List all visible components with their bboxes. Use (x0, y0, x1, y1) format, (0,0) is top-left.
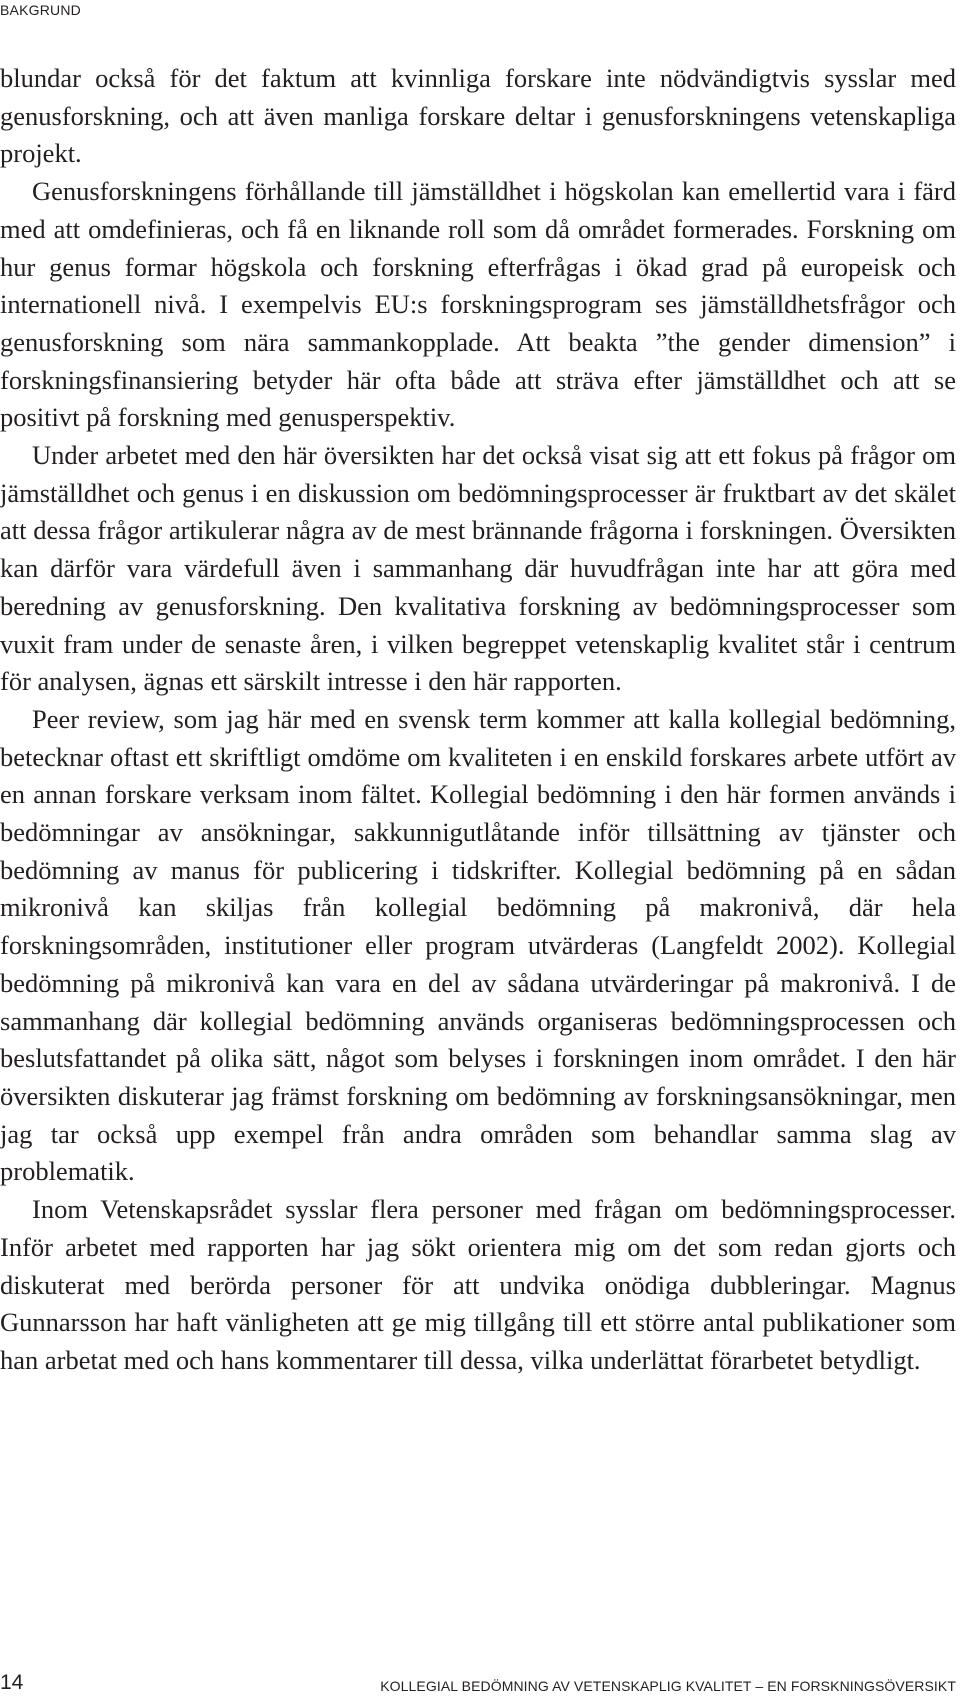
running-footer-title: KOLLEGIAL BEDÖMNING AV VETENSKAPLIG KVALITET – EN FORSKNINGSÖVERSIKT (380, 1678, 956, 1694)
paragraph-5: Inom Vetenskapsrådet sysslar flera personer med frågan om bedömningsprocesser. Inför arbetet med rapporten har jag sökt orientera mig om det som redan gjorts och diskuterat med berörda personer för att undvika onödiga dubbleringar. Magnus Gunnarsson har haft vänligheten att ge mig tillgång till ett större antal publikationer som han arbetat med och hans kommentarer till dessa, vilka underlättat förarbetet betydligt. (0, 1194, 956, 1375)
paragraph-2: Genusforskningens förhållande till jämställdhet i högskolan kan emellertid vara i färd med att omdefinieras, och få en liknande roll som då området formerades. Forskning om hur genus formar högskola och forskning efterfrågas i ökad grad på europeisk och internationell nivå. I exempelvis EU:s forskningsprogram ses jämställdhetsfrågor och genusforskning som nära sammankopplade. Att beakta ”the gender dimension” i forskningsfinansiering betyder här ofta både att sträva efter jämställdhet och att se positivt på forskning med genusperspektiv. (0, 176, 956, 433)
section-label: BAKGRUND (0, 2, 81, 18)
page-number: 14 (0, 1671, 24, 1694)
page-footer (0, 1672, 956, 1694)
paragraph-4: Peer review, som jag här med en svensk term kommer att kalla kollegial bedömning, betecknar oftast ett skriftligt omdöme om kvaliteten i en enskild forskares arbete utfört av en annan forskare verksam inom fältet. Kollegial bedömning i den här formen används i bedömningar av ansökningar, sakkunnigutlåtande inför tillsättning av tjänster och bedömning av manus för publicering i tidskrifter. Kollegial bedömning på en sådan mikronivå kan skiljas från kollegial bedömning på makronivå, där hela forskningsområden, institutioner eller program utvärderas (Langfeldt 2002). Kollegial bedömning på mikronivå kan vara en del av sådana utvärderingar på makronivå. I de sammanhang där kollegial bedömning används organiseras bedömningsprocessen och beslutsfattandet på olika sätt, något som belyses i forskningen inom området. I den här översikten diskuterar jag främst forskning om bedömning av forskningsansökningar, men jag tar också upp exempel från andra områden som behandlar samma slag av problematik. (0, 703, 956, 1187)
paragraph-1: blundar också för det faktum att kvinnliga forskare inte nödvändigtvis sysslar med genusforskning, och att även manliga forskare deltar i genusforskningens vetenskapliga projekt. (0, 63, 956, 169)
body-text (0, 60, 956, 1380)
paragraph-3: Under arbetet med den här översikten har det också visat sig att ett fokus på frågor om jämställdhet och genus i en diskussion om bedömningsprocesser är fruktbart av det skälet att dessa frågor artikulerar några av de mest brännande frågorna i forskningen. Översikten kan därför vara värdefull även i sammanhang där huvudfrågan inte har att göra med beredning av genusforskning. Den kvalitativa forskning av bedömningsprocesser som vuxit fram under de senaste åren, i vilken begreppet vetenskaplig kvalitet står i centrum för analysen, ägnas ett särskilt intresse i den här rapporten. (0, 440, 956, 697)
